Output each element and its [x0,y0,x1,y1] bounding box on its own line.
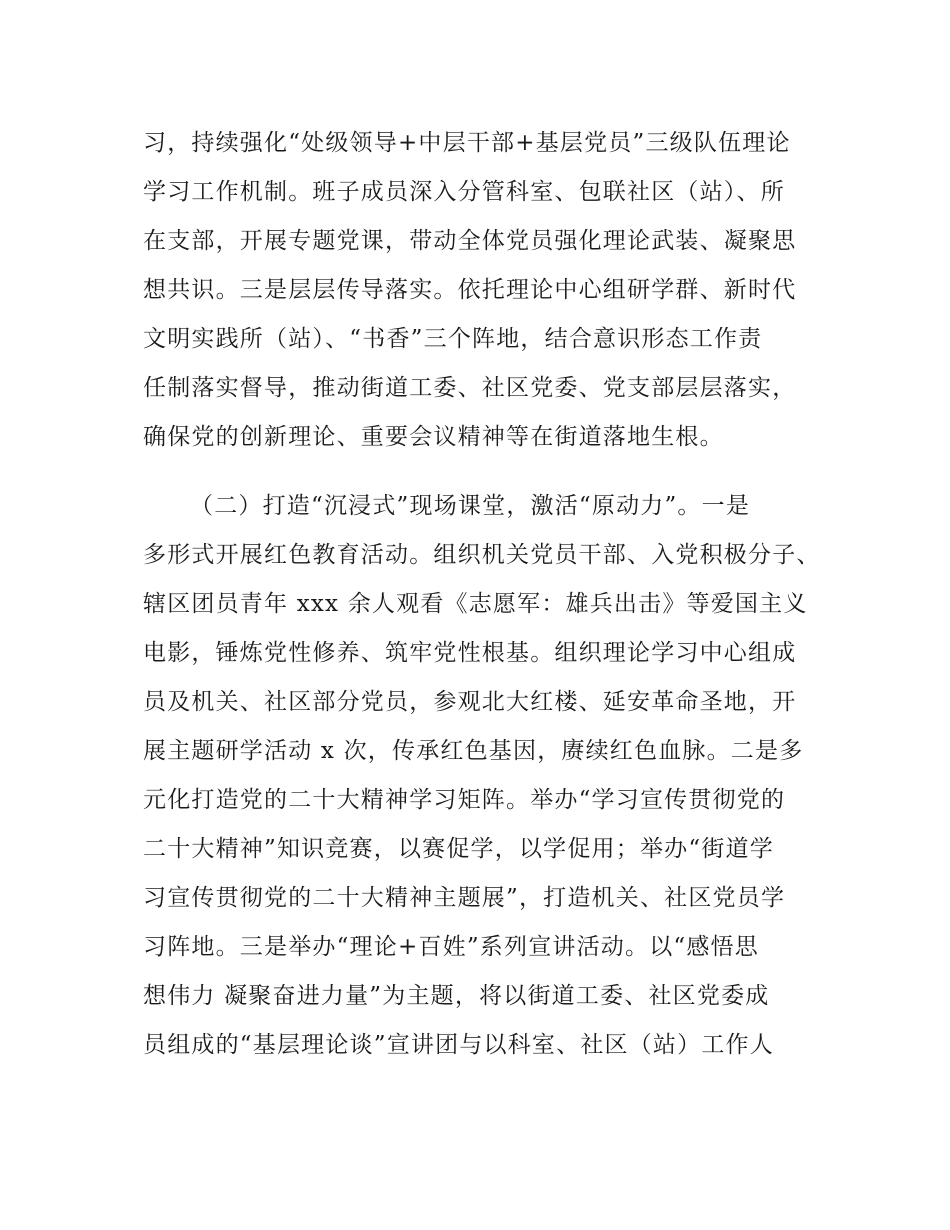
text-line: 任制落实督导，推动街道工委、社区党委、党支部层层落实， [143,375,797,401]
text-line: 二十大精神”知识竞赛，以赛促学，以学促用；举办“街道学 [143,836,774,862]
text-line: 辖区团员青年 xxx 余人观看《志愿军：雄兵出击》等爱国主义 [143,591,808,617]
text-line: 员组成的“基层理论谈”宣讲团与以科室、社区（站）工作人 [143,1032,774,1058]
text-line: 元化打造党的二十大精神学习矩阵。举办“学习宣传贯彻党的 [143,787,786,813]
text-line: 习宣传贯彻党的二十大精神主题展”，打造机关、社区党员学 [143,885,786,911]
text-line: 想共识。三是层层传导落实。依托理论中心组研学群、新时代 [143,277,797,303]
text-line: 在支部，开展专题党课，带动全体党员强化理论武装、凝聚思 [143,228,797,254]
text-line: 想伟力 凝聚奋进力量”为主题，将以街道工委、社区党委成 [143,983,770,1009]
text-line: 确保党的创新理论、重要会议精神等在街道落地生根。 [143,424,724,450]
text-line: 习，持续强化“处级领导+中层干部+基层党员”三级队伍理论 [143,130,791,156]
text-line: 学习工作机制。班子成员深入分管科室、包联社区（站）、所 [143,179,785,205]
text-line: 多形式开展红色教育活动。组织机关党员干部、入党积极分子、 [143,542,821,568]
text-line: 展主题研学活动 x 次，传承红色基因，赓续红色血脉。二是多 [143,738,804,764]
text-line: （二）打造“沉浸式”现场课堂，激活“原动力”。一是 [190,493,751,519]
text-line: 习阵地。三是举办“理论+百姓”系列宣讲活动。以“感悟思 [143,934,759,960]
text-line: 电影，锤炼党性修养、筑牢党性根基。组织理论学习中心组成 [143,640,797,666]
text-line: 文明实践所（站）、“书香”三个阵地，结合意识形态工作责 [143,326,763,352]
text-line: 员及机关、社区部分党员，参观北大红楼、延安革命圣地，开 [143,689,797,715]
